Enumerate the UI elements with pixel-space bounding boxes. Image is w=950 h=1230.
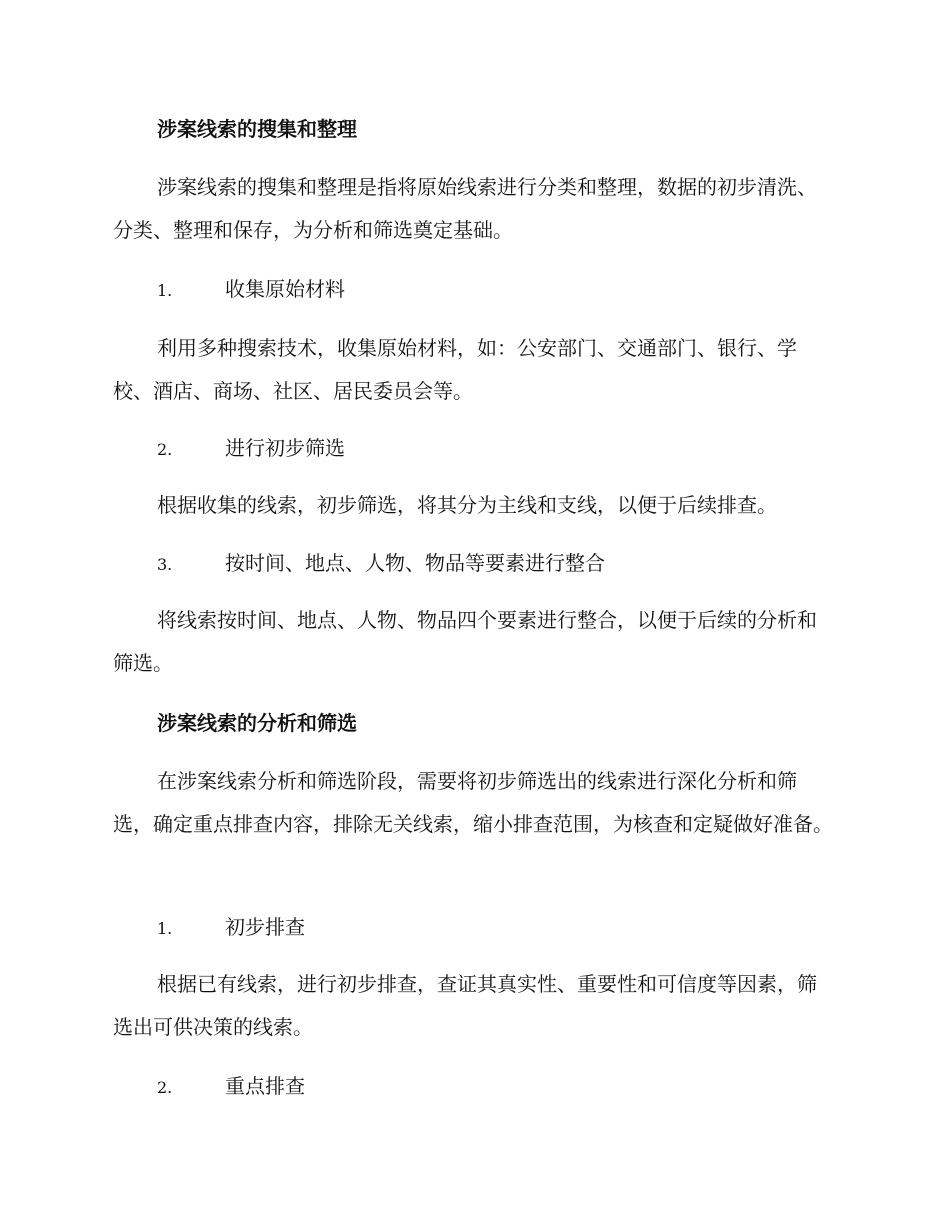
list-number: 2. <box>157 1078 173 1097</box>
list-number: 3. <box>157 555 173 574</box>
paragraph: 根据收集的线索，初步筛选，将其分为主线和支线，以便于后续排查。 <box>157 493 777 517</box>
paragraph: 涉案线索的搜集和整理是指将原始线索进行分类和整理，数据的初步清洗、分类、整理和保存，为分析和筛选奠定基础。 <box>113 175 817 242</box>
section-heading: 涉案线索的分析和筛选 <box>157 711 357 735</box>
list-item-title: 收集原始材料 <box>225 277 345 301</box>
list-item-title: 进行初步筛选 <box>225 436 345 460</box>
paragraph: 利用多种搜索技术，收集原始材料，如：公安部门、交通部门、银行、学校、酒店、商场、社区、居民委员会等。 <box>113 336 797 403</box>
list-number: 1. <box>157 281 173 300</box>
paragraph: 根据已有线索，进行初步排查，查证其真实性、重要性和可信度等因素，筛选出可供决策的线索。 <box>113 972 817 1039</box>
paragraph: 将线索按时间、地点、人物、物品四个要素进行整合，以便于后续的分析和筛选。 <box>113 608 817 675</box>
list-item-title: 按时间、地点、人物、物品等要素进行整合 <box>225 551 605 575</box>
list-item-title: 重点排查 <box>225 1074 305 1098</box>
list-number: 1. <box>157 919 173 938</box>
list-number: 2. <box>157 440 173 459</box>
paragraph: 在涉案线索分析和筛选阶段，需要将初步筛选出的线索进行深化分析和筛选，确定重点排查内容，排除无关线索，缩小排查范围，为核查和定疑做好准备。 <box>113 769 833 836</box>
section-heading: 涉案线索的搜集和整理 <box>157 117 357 141</box>
list-item-title: 初步排查 <box>225 915 305 939</box>
